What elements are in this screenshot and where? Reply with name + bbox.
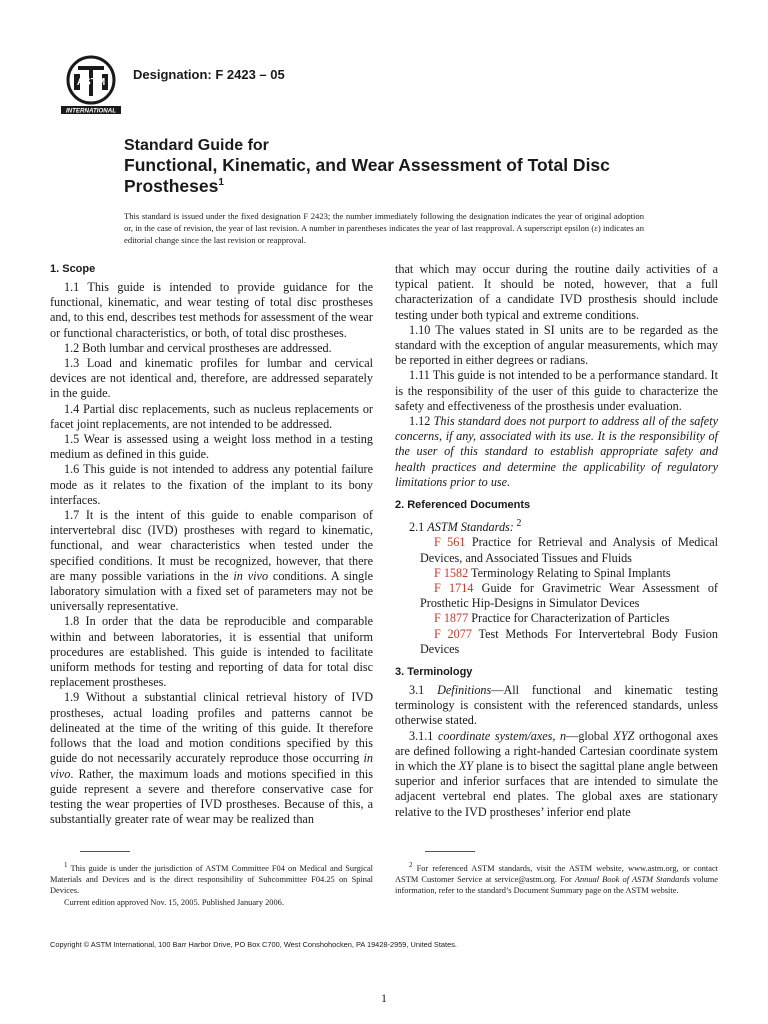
para-1-7-text-b: conditions. A single laboratory simulation with a fixed set of parameters may not be universally representative. [50,568,373,614]
para-1-7 [50,508,373,614]
footnote-rule [425,851,475,852]
reference-item [395,611,718,626]
title-line-2: Functional, Kinematic, and Wear Assessment of Total Disc [124,155,610,175]
para-3-1-1-text-b: orthogonal axes are defined following a right-handed Cartesian coordinate system in which the [395,728,718,773]
left-column [50,262,373,827]
para-3-1-1-xyz: XYZ [613,728,635,743]
footnote-1-text: This guide is under the jurisdiction of ASTM Committee F04 on Medical and Surgical Materials and Devices and is the direct responsibility of Subcommittee F04.25 on Spinal Devices. [50,863,373,896]
reference-title: Practice for Characterization of Particles [468,611,670,626]
reference-link[interactable]: F 1714 [434,580,474,595]
para-3-1-1-num: 3.1.1 [409,728,438,743]
designation: Designation: F 2423 – 05 [133,67,285,82]
para-1-9-continued: that which may occur during the routine daily activities of a typical patient. It should be noted, however, that a full characterization of a candidate IVD prosthesis should include testing under both typical and extreme conditions. [395,262,718,322]
title-line-3-text: Prostheses [124,175,219,196]
para-1-6: 1.6 This guide is not intended to address any potential failure mode as it relates to the fixation of the implant to its bony interfaces. [50,462,373,507]
para-1-12-italic: This standard does not purport to address all of the safety concerns, if any, associated with its use. It is the responsibility of the user of this standard to establish appropriate safety and health practices and determine the applicability of regulatory limitations prior to use. [395,414,718,489]
para-2-1-italic: ASTM Standards: [427,520,514,535]
para-1-9-text-b: . Rather, the maximum loads and motions specified in this guide represent a severe and therefore conservative case for testing the wear properties of IVD prostheses. Because of this, a substantially greater rate of wear may be realized than [50,766,373,827]
para-3-1-1-text-c: plane is to bisect the sagittal plane angle between superior and inferior surfaces that are intended to simulate the adjacent vertebral end plates. The global axes are stationary relative to the IVD prostheses’ inferior end plate [395,758,719,819]
footnote-2-text-a: For referenced ASTM standards, visit the ASTM website, www.astm.org, or contact ASTM Customer Service at service@astm.org. For [395,863,718,885]
para-1-8: 1.8 In order that the data be reproducible and comparable within and between laboratories, it is essential that uniform procedures are established. This guide is intended to facilitate uniform methods for testing and reporting of data for total disc replacement prostheses. [50,614,373,690]
para-1-3: 1.3 Load and kinematic profiles for lumbar and cervical devices are not identical and, therefore, are addressed separately in the guide. [50,356,373,401]
reference-item [395,566,718,581]
para-3-1-1-term: coordinate system/axes, n [437,728,567,743]
footnote-1 [50,860,373,908]
para-1-10: 1.10 The values stated in SI units are to be regarded as the standard with the exception of angular measurements, which may be reported in either degrees or radians. [395,322,718,368]
footnote-2-text-b: volume information, refer to the standard’s Document Summary page on the ASTM website. [395,875,719,896]
para-2-1-num: 2.1 [409,520,428,535]
para-1-12 [395,414,718,490]
para-1-9 [50,690,373,827]
para-1-1: 1.1 This guide is intended to provide guidance for the functional, kinematic, and wear testing of total disc prostheses and, to this end, describes test methods for assessment of the wear or functional characteristics, or both, of total disc prostheses. [50,280,373,340]
reference-title: Guide for Gravimetric Wear Assessment of Prosthetic Hip-Designs in Simulator Devices [420,580,718,611]
para-2-1 [395,516,718,535]
reference-title: Practice for Retrieval and Analysis of Medical Devices, and Associated Tissues and Fluids [420,535,718,565]
footnote-rule [80,851,130,852]
para-2-1-footnote-mark: 2 [513,518,522,530]
footnote-2-mark: 2 [409,861,413,869]
title-line-1: Standard Guide for [124,137,269,154]
reference-item [395,581,718,611]
footnote-2-body [395,860,718,897]
para-3-1-num: 3.1 [409,682,438,697]
reference-link[interactable]: F 1877 [434,611,469,626]
para-3-1-text: —All functional and kinematic testing terminology is consistent with the referenced standards, unless otherwise stated. [395,682,718,728]
footnote-1-edition: Current edition approved Nov. 15, 2005. Published January 2006. [64,897,284,907]
section-heading-terminology: 3. Terminology [395,665,473,678]
para-1-11: 1.11 This guide is not intended to be a performance standard. It is the responsibility of the user of this guide to characterize the safety and effectiveness of the prosthesis under evaluation. [395,368,718,413]
para-1-7-italic: in vivo [233,568,269,583]
para-3-1-1-text-a: —global [566,728,614,743]
reference-title: Test Methods For Intervertebral Body Fusion Devices [420,626,718,656]
reference-title: Terminology Relating to Spinal Implants [468,565,671,580]
copyright-line: Copyright © ASTM International, 100 Barr Harbor Drive, PO Box C700, West Conshohocken, PA 19428-2959, United States. [50,940,457,949]
logo-subtext: INTERNATIONAL [65,107,117,115]
section-heading-scope: 1. Scope [50,263,96,275]
reference-link[interactable]: F 561 [434,535,466,550]
astm-logo [60,52,122,116]
right-column [395,262,718,820]
para-1-5: 1.5 Wear is assessed using a weight loss method in a testing medium as defined in this guide. [50,432,373,462]
para-1-7-text-a: 1.7 It is the intent of this guide to enable comparison of intervertebral disc (IVD) prostheses with regard to kinematic, functional, and wear characteristics when tested under the specified conditions. It must be recognized, however, that there are many possible variations in the [50,508,373,583]
para-3-1-1-xy: XY [458,758,474,773]
reference-item [395,535,718,565]
title-block [124,136,684,196]
footnote-2 [395,860,718,897]
para-1-4: 1.4 Partial disc replacements, such as nucleus replacements or facet joint replacements, are not intended to be addressed. [50,401,373,431]
reference-link[interactable]: F 2077 [434,626,472,641]
para-1-2: 1.2 Both lumbar and cervical prostheses are addressed. [64,340,332,355]
footnote-1-mark: 1 [64,861,68,869]
para-3-1-italic: Definitions [437,682,492,697]
title-footnote-mark: 1 [218,176,224,188]
para-1-12-num: 1.12 [409,414,434,429]
page-number: 1 [381,991,387,1005]
reference-link[interactable]: F 1582 [434,565,469,580]
para-3-1-1 [395,729,718,820]
reference-item [395,627,718,657]
issuance-statement: This standard is issued under the fixed designation F 2423; the number immediately following the designation indicates the year of original adoption or, in the case of revision, the year of last revision. A number in parentheses indicates the year of last reapproval. A superscript epsilon (ε) indicates an editorial change since the last revision or reapproval. [124,211,644,245]
logo-text: ASTM [76,77,106,88]
footnote-2-italic: Annual Book of ASTM Standards [574,875,690,885]
para-3-1 [395,683,718,729]
para-1-9-text-a: 1.9 Without a substantial clinical retrieval history of IVD prostheses, actual loading profiles and patterns cannot be delineated at the time of the writing of this guide. It therefore follows that the load and motion conditions specified by this guide do not necessarily accurately reproduce those occurring [50,690,373,766]
section-heading-referenced-documents: 2. Referenced Documents [395,499,531,512]
footnote-1-body [50,860,373,897]
title-line-3 [124,176,684,197]
para-1-9-italic: in vivo [50,751,373,781]
